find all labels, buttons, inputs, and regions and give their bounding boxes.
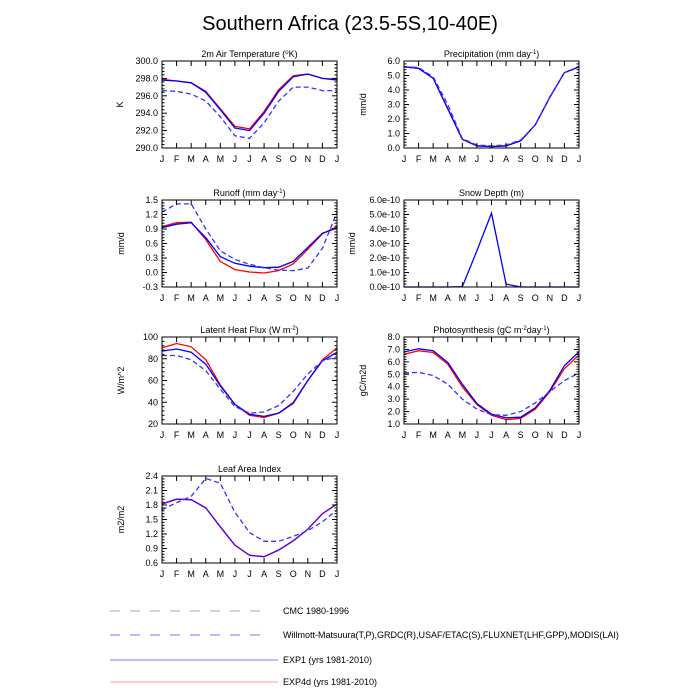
x-tick-label: N xyxy=(546,154,554,164)
x-tick-label: S xyxy=(275,430,282,440)
title-part: Leaf Area Index xyxy=(217,464,282,474)
y-tick-label: 300.0 xyxy=(135,56,158,66)
x-tick-label: A xyxy=(202,293,209,303)
legend-label: Willmott-Matsuura(T,P),GRDC(R),USAF/ETAC(S),FLUXNET(LHF,GPP),MODIS(LAI) xyxy=(283,630,619,640)
y-tick-label: 0.0 xyxy=(145,267,158,278)
y-tick-label: 3.0 xyxy=(387,394,400,405)
x-tick-label: J xyxy=(474,430,480,440)
x-tick-label: F xyxy=(415,293,422,303)
x-tick-label: N xyxy=(304,154,312,164)
superscript: -1 xyxy=(530,50,537,56)
x-tick-label: D xyxy=(561,293,568,303)
y-tick-label: 6.0e-10 xyxy=(369,195,400,205)
x-tick-label: S xyxy=(275,154,282,164)
x-tick-label: S xyxy=(517,430,524,440)
y-tick-label: 292.0 xyxy=(135,125,158,136)
series-line-exp4d xyxy=(162,499,337,557)
superscript: o xyxy=(285,50,289,56)
x-tick-label: N xyxy=(304,569,312,579)
x-tick-label: M xyxy=(458,154,467,164)
legend-label: CMC 1980-1996 xyxy=(283,606,350,616)
x-tick-label: A xyxy=(261,569,268,579)
x-tick-label: D xyxy=(319,569,326,579)
x-tick-label: J xyxy=(232,154,238,164)
series-line-exp1 xyxy=(404,213,579,287)
title-part: Snow Depth (m) xyxy=(458,188,525,198)
x-tick-label: D xyxy=(319,430,326,440)
panel-5 xyxy=(116,325,339,440)
panel-title xyxy=(433,325,549,335)
x-tick-label: J xyxy=(576,430,582,440)
x-tick-label: S xyxy=(517,293,524,303)
x-tick-label: M xyxy=(216,154,225,164)
x-tick-label: A xyxy=(202,430,209,440)
x-tick-label: J xyxy=(489,293,494,303)
x-tick-label: J xyxy=(159,569,165,579)
y-axis-label: gC/m2d xyxy=(358,364,368,397)
y-tick-label: 5.0 xyxy=(387,70,400,81)
x-tick-label: O xyxy=(289,430,297,440)
y-tick-label: 0.9 xyxy=(145,543,158,554)
panel-title xyxy=(459,188,524,198)
x-tick-label: O xyxy=(289,154,297,164)
y-tick-label: 5.0e-10 xyxy=(369,209,400,220)
title-part: 2m Air Temperature ( xyxy=(201,49,286,59)
figure-title: Southern Africa (23.5-5S,10-40E) xyxy=(202,13,498,35)
panel-title xyxy=(444,49,539,59)
y-tick-label: 6.0 xyxy=(387,356,400,367)
x-tick-label: F xyxy=(415,430,422,440)
x-tick-label: M xyxy=(216,293,225,303)
x-tick-label: D xyxy=(561,430,568,440)
title-part: ) xyxy=(282,188,286,198)
x-tick-label: J xyxy=(474,154,480,164)
y-tick-label: 1.0 xyxy=(387,128,400,139)
x-tick-label: M xyxy=(458,293,467,303)
panel-6 xyxy=(358,325,581,440)
x-tick-label: F xyxy=(173,154,180,164)
x-tick-label: A xyxy=(202,154,209,164)
legend-label: EXP4d (yrs 1981-2010) xyxy=(283,677,378,687)
y-tick-label: 3.0 xyxy=(387,99,400,110)
plot-frame xyxy=(162,337,337,424)
plot-frame xyxy=(162,200,337,287)
y-axis-label: mm/d xyxy=(116,232,126,255)
panel-2 xyxy=(358,49,581,164)
x-tick-label: A xyxy=(261,154,268,164)
x-tick-label: J xyxy=(334,430,340,440)
legend-item xyxy=(110,655,372,665)
panel-3 xyxy=(116,188,339,303)
y-tick-label: 1.0e-10 xyxy=(369,267,400,278)
legend-item xyxy=(110,606,349,616)
y-tick-label: 0.6 xyxy=(145,238,158,249)
y-tick-label: 0.0 xyxy=(387,143,400,153)
x-tick-label: O xyxy=(531,293,539,303)
superscript: -1 xyxy=(277,189,283,195)
x-tick-label: A xyxy=(202,569,209,579)
x-tick-label: J xyxy=(334,154,340,164)
legend-label: EXP1 (yrs 1981-2010) xyxy=(283,655,373,665)
superscript: -2 xyxy=(290,326,296,332)
x-tick-label: N xyxy=(546,430,554,440)
title-part: ) xyxy=(536,49,540,59)
x-tick-label: J xyxy=(334,569,340,579)
y-tick-label: 60 xyxy=(147,375,158,386)
title-part: Photosynthesis (gC m xyxy=(433,325,522,335)
x-tick-label: A xyxy=(503,430,510,440)
plot-frame xyxy=(162,476,337,563)
y-tick-label: 6.0 xyxy=(387,56,400,66)
panel-title xyxy=(201,49,297,59)
y-axis-label: K xyxy=(115,101,125,108)
title-part: ) xyxy=(295,325,299,335)
x-tick-label: J xyxy=(489,430,494,440)
x-tick-label: N xyxy=(546,293,554,303)
x-tick-label: A xyxy=(444,293,451,303)
series-line-exp1 xyxy=(162,74,337,131)
y-tick-label: -0.3 xyxy=(142,282,158,292)
x-tick-label: M xyxy=(187,430,195,440)
x-tick-label: S xyxy=(275,293,282,303)
y-tick-label: 2.1 xyxy=(145,485,158,496)
series-line-exp4d xyxy=(162,222,337,273)
y-tick-label: 100 xyxy=(142,332,158,342)
x-tick-label: J xyxy=(247,430,252,440)
y-tick-label: 0.0e-10 xyxy=(369,282,400,292)
panel-7 xyxy=(116,464,339,579)
x-tick-label: O xyxy=(289,569,297,579)
x-tick-label: F xyxy=(173,569,180,579)
x-tick-label: J xyxy=(489,154,494,164)
series-line-observed xyxy=(404,372,579,415)
series-line-exp1 xyxy=(162,223,337,268)
series-line-exp4d xyxy=(404,67,579,147)
title-part: K) xyxy=(288,49,298,59)
x-tick-label: D xyxy=(319,293,326,303)
y-axis-label: mm/d xyxy=(358,93,368,116)
legend-item xyxy=(110,677,377,687)
y-tick-label: 2.0 xyxy=(387,406,400,417)
x-tick-label: A xyxy=(261,293,268,303)
title-part: Precipitation (mm day xyxy=(443,49,531,59)
x-tick-label: M xyxy=(187,293,195,303)
x-tick-label: N xyxy=(304,293,312,303)
y-tick-label: 296.0 xyxy=(135,90,158,101)
y-tick-label: 1.0 xyxy=(387,419,400,429)
y-tick-label: 80 xyxy=(147,353,158,364)
x-tick-label: J xyxy=(576,293,582,303)
x-tick-label: J xyxy=(247,293,252,303)
x-tick-label: J xyxy=(334,293,340,303)
series-line-exp1 xyxy=(404,67,579,147)
plot-frame xyxy=(404,61,579,148)
y-tick-label: 0.3 xyxy=(145,253,158,263)
y-axis-label: m2/m2 xyxy=(116,505,126,534)
x-tick-label: J xyxy=(159,293,165,303)
y-tick-label: 4.0 xyxy=(387,85,400,95)
x-tick-label: J xyxy=(247,154,252,164)
y-tick-label: 290.0 xyxy=(135,143,158,153)
x-tick-label: A xyxy=(444,430,451,440)
x-tick-label: J xyxy=(576,154,582,164)
x-tick-label: M xyxy=(187,154,195,164)
x-tick-label: J xyxy=(232,293,238,303)
title-part: ) xyxy=(546,325,550,335)
x-tick-label: F xyxy=(173,430,180,440)
x-tick-label: M xyxy=(216,430,225,440)
panel-title xyxy=(218,464,282,474)
x-tick-label: A xyxy=(444,154,451,164)
x-tick-label: S xyxy=(275,569,282,579)
x-tick-label: M xyxy=(458,430,467,440)
x-tick-label: J xyxy=(401,154,407,164)
panel-4 xyxy=(347,188,581,303)
x-tick-label: F xyxy=(173,293,180,303)
y-tick-label: 1.5 xyxy=(145,195,158,205)
y-tick-label: 2.0e-10 xyxy=(369,253,400,263)
x-tick-label: J xyxy=(247,569,252,579)
y-tick-label: 2.4 xyxy=(145,471,158,481)
y-tick-label: 294.0 xyxy=(135,108,158,119)
y-tick-label: 1.5 xyxy=(145,514,158,525)
x-tick-label: A xyxy=(503,293,510,303)
x-tick-label: N xyxy=(304,430,312,440)
y-tick-label: 5.0 xyxy=(387,369,400,380)
x-tick-label: A xyxy=(261,430,268,440)
title-part: day xyxy=(526,325,542,335)
y-tick-label: 3.0e-10 xyxy=(369,238,400,249)
title-part: Runoff (mm day xyxy=(213,188,278,198)
x-tick-label: J xyxy=(401,430,407,440)
x-tick-label: F xyxy=(415,154,422,164)
x-tick-label: J xyxy=(159,154,165,164)
y-tick-label: 4.0 xyxy=(387,381,400,392)
y-tick-label: 1.2 xyxy=(145,209,158,220)
y-axis-label: W/m^2 xyxy=(116,366,126,395)
x-tick-label: M xyxy=(216,569,225,579)
y-tick-label: 20 xyxy=(147,419,158,429)
legend-item xyxy=(110,630,619,640)
y-tick-label: 1.8 xyxy=(145,500,158,510)
y-tick-label: 8.0 xyxy=(387,332,400,342)
y-tick-label: 1.2 xyxy=(145,529,158,539)
y-tick-label: 0.9 xyxy=(145,224,158,234)
x-tick-label: J xyxy=(232,569,238,579)
y-axis-label: mm/d xyxy=(347,232,357,255)
x-tick-label: J xyxy=(232,430,238,440)
y-tick-label: 2.0 xyxy=(387,114,400,124)
x-tick-label: S xyxy=(517,154,524,164)
series-line-exp1 xyxy=(404,349,579,418)
x-tick-label: M xyxy=(187,569,195,579)
series-line-observed xyxy=(162,356,337,414)
x-tick-label: O xyxy=(531,154,539,164)
x-tick-label: O xyxy=(289,293,297,303)
x-tick-label: D xyxy=(319,154,326,164)
series-line-observed xyxy=(404,67,579,146)
y-tick-label: 40 xyxy=(147,397,158,408)
panel-title xyxy=(213,188,285,198)
series-line-observed xyxy=(162,204,337,271)
superscript: -2 xyxy=(521,326,527,332)
y-tick-label: 0.6 xyxy=(145,558,158,568)
panel-title xyxy=(200,325,298,335)
x-tick-label: M xyxy=(429,293,437,303)
plot-frame xyxy=(162,61,337,148)
title-part: Latent Heat Flux (W m xyxy=(200,325,291,335)
x-tick-label: M xyxy=(429,154,437,164)
x-tick-label: M xyxy=(429,430,437,440)
x-tick-label: J xyxy=(474,293,480,303)
x-tick-label: J xyxy=(401,293,407,303)
y-tick-label: 7.0 xyxy=(387,344,400,355)
x-tick-label: A xyxy=(503,154,510,164)
x-tick-label: D xyxy=(561,154,568,164)
series-line-exp4d xyxy=(162,344,337,418)
y-tick-label: 298.0 xyxy=(135,73,158,84)
panel-1 xyxy=(115,49,339,164)
x-tick-label: O xyxy=(531,430,539,440)
series-line-observed xyxy=(162,478,337,541)
series-line-exp1 xyxy=(162,499,337,557)
y-tick-label: 4.0e-10 xyxy=(369,224,400,234)
x-tick-label: J xyxy=(159,430,165,440)
superscript: -1 xyxy=(541,326,547,332)
